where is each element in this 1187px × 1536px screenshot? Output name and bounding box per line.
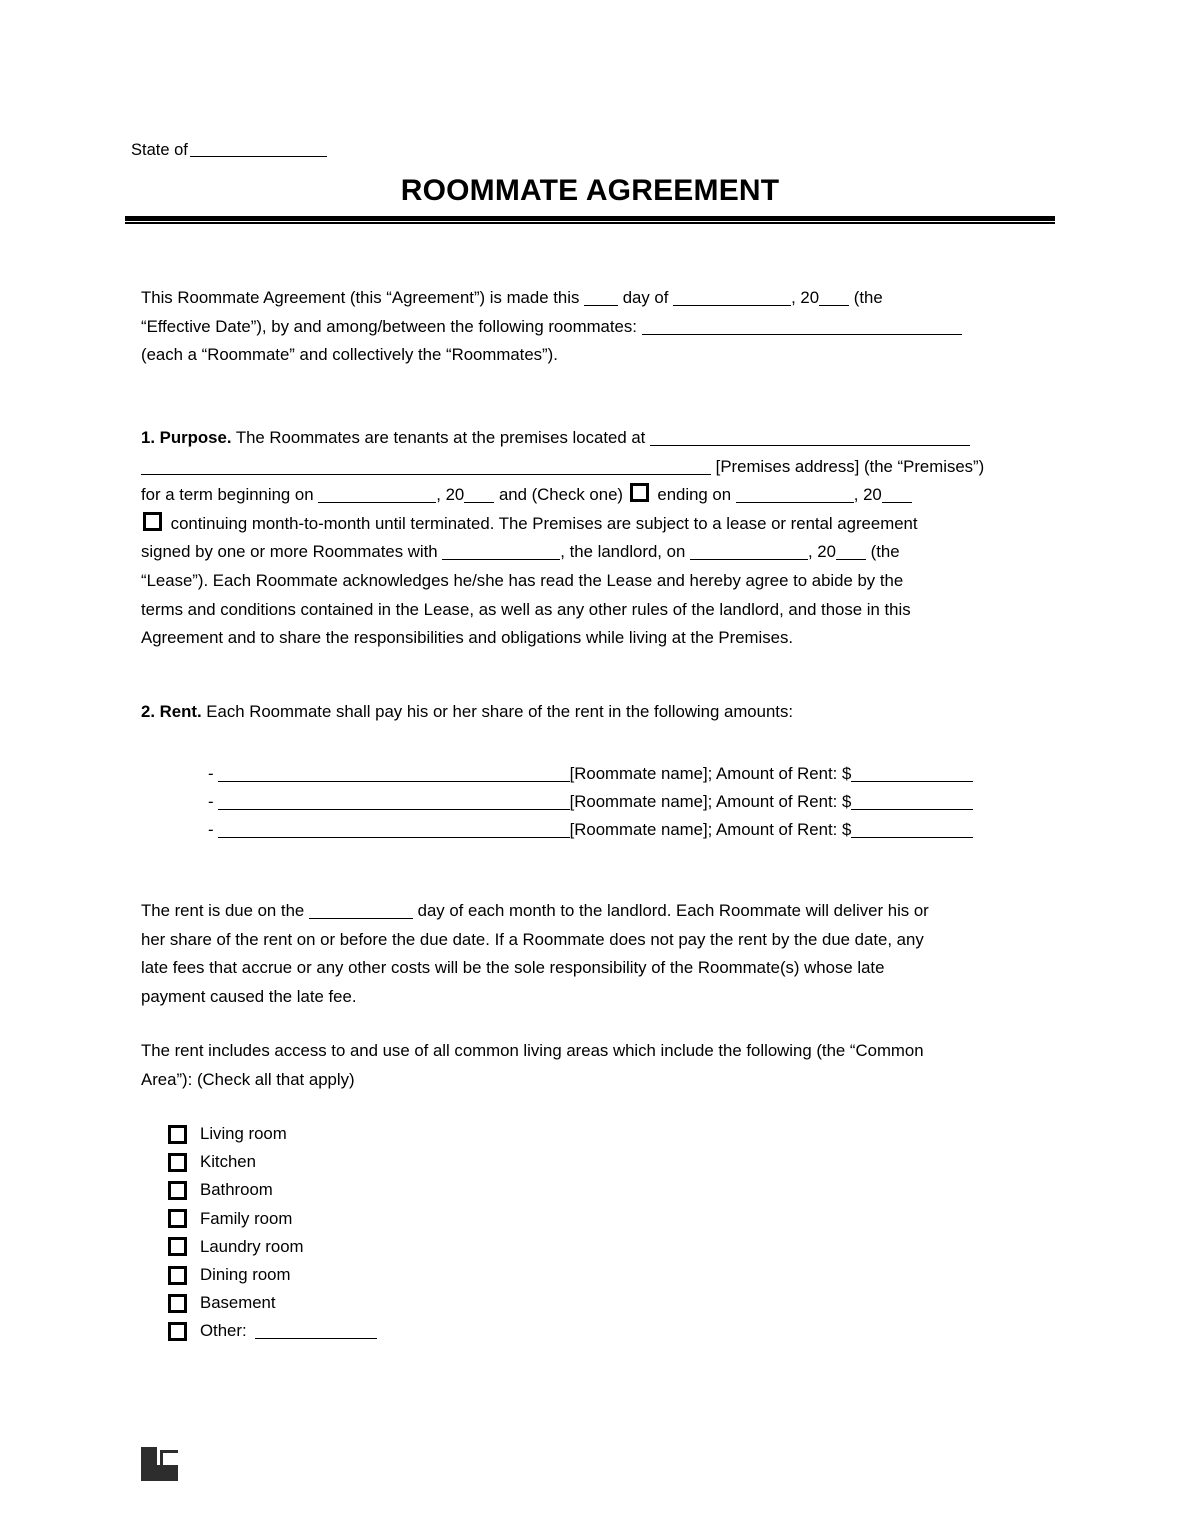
checkbox-label: Basement: [200, 1293, 276, 1313]
purpose-line-5: signed by one or more Roommates with , the landlord, on , 20 (the: [141, 542, 900, 562]
intro-year-blank[interactable]: [819, 290, 849, 306]
intro-month-blank[interactable]: [673, 290, 791, 306]
rent-row-dash: -: [208, 792, 214, 811]
legal-templates-logo: [141, 1447, 178, 1481]
intro-line-2: “Effective Date”), by and among/between the following roommates:: [141, 313, 1046, 342]
purpose-line-8: Agreement and to share the responsibilities and obligations while living at the Premises.: [141, 628, 794, 648]
checkbox-family-room[interactable]: [168, 1209, 187, 1228]
common-area-checklist: [168, 1120, 377, 1346]
checkbox-label: Kitchen: [200, 1152, 256, 1172]
list-item[interactable]: [168, 1176, 377, 1204]
term-begin-date-blank[interactable]: [318, 487, 436, 503]
list-item[interactable]: [168, 1120, 377, 1148]
purpose-line-3: for a term beginning on , 20 and (Check one) ending on , 20: [141, 481, 1046, 510]
logo-l-icon: [141, 1447, 178, 1481]
list-item[interactable]: [168, 1317, 377, 1345]
rent-due-day-blank[interactable]: [309, 903, 413, 919]
rent-row: [208, 788, 1048, 816]
state-blank-line[interactable]: [190, 142, 327, 157]
checkbox-kitchen[interactable]: [168, 1153, 187, 1172]
rent-row-label: [Roommate name]; Amount of Rent: $: [569, 764, 852, 783]
rent-amount-blank-2[interactable]: [851, 794, 973, 810]
checkbox-ending-on[interactable]: [630, 483, 649, 502]
checkbox-laundry-room[interactable]: [168, 1237, 187, 1256]
title-divider: [125, 216, 1055, 224]
common-area-line-2: Area”): (Check all that apply): [141, 1069, 355, 1089]
section-rent-heading: [141, 698, 1046, 727]
rent-due-line-1: The rent is due on the day of each month to the landlord. Each Roommate will deliver his or: [141, 901, 929, 920]
landlord-name-blank[interactable]: [442, 544, 560, 560]
term-end-date-blank[interactable]: [736, 487, 854, 503]
checkbox-other[interactable]: [168, 1322, 187, 1341]
intro-paragraph: [141, 284, 1046, 370]
section-purpose: [141, 424, 1046, 653]
rent-due-paragraph: [141, 897, 1046, 1011]
premises-address-blank-2[interactable]: [141, 459, 711, 475]
section-2-heading: Rent.: [159, 702, 202, 721]
section-1-heading: Purpose.: [159, 428, 232, 447]
intro-day-blank[interactable]: [584, 290, 618, 306]
checkbox-label: Living room: [200, 1124, 287, 1143]
checkbox-dining-room[interactable]: [168, 1266, 187, 1285]
roommate-name-blank-1[interactable]: [218, 766, 570, 782]
rent-row-dash: -: [208, 820, 214, 839]
rent-rows: [208, 760, 1048, 844]
rent-row: [208, 816, 1048, 844]
other-text-blank[interactable]: [255, 1323, 377, 1339]
purpose-line-7: terms and conditions contained in the Lease, as well as any other rules of the landlord, and those in this: [141, 599, 911, 619]
list-item[interactable]: [168, 1148, 377, 1176]
list-item[interactable]: [168, 1261, 377, 1289]
lease-year-blank[interactable]: [836, 544, 866, 560]
lease-date-blank[interactable]: [690, 544, 808, 560]
checkbox-basement[interactable]: [168, 1294, 187, 1313]
rent-due-line-3: late fees that accrue or any other costs will be the sole responsibility of the Roommate(s) whose late: [141, 958, 885, 978]
page-title: ROOMMATE AGREEMENT: [400, 174, 780, 207]
common-area-paragraph: [141, 1037, 1046, 1094]
intro-line-3: (each a “Roommate” and collectively the “Roommates”).: [141, 345, 558, 365]
intro-line-1: This Roommate Agreement (this “Agreement”) is made this day of , 20 (the: [141, 288, 883, 307]
purpose-line-6: “Lease”). Each Roommate acknowledges he/she has read the Lease and hereby agree to abide by the: [141, 570, 904, 590]
purpose-line-2: [Premises address] (the “Premises”): [141, 453, 1046, 482]
common-area-line-1: The rent includes access to and use of all common living areas which include the following (the “Common: [141, 1041, 924, 1060]
list-item[interactable]: [168, 1289, 377, 1317]
checkbox-month-to-month[interactable]: [143, 512, 162, 531]
rent-due-line-2: her share of the rent on or before the due date. If a Roommate does not pay the rent by the due date, any: [141, 929, 924, 949]
checkbox-label: Other:: [200, 1321, 247, 1341]
rent-row-label: [Roommate name]; Amount of Rent: $: [569, 792, 852, 811]
state-field: [131, 140, 327, 160]
state-label: State of: [131, 141, 188, 159]
rent-amount-blank-3[interactable]: [851, 822, 973, 838]
section-1-number: 1.: [141, 428, 155, 447]
rent-row-label: [Roommate name]; Amount of Rent: $: [569, 820, 852, 839]
list-item[interactable]: [168, 1233, 377, 1261]
rent-row-dash: -: [208, 764, 214, 783]
list-item[interactable]: [168, 1205, 377, 1233]
rent-due-line-4: payment caused the late fee.: [141, 986, 357, 1006]
intro-roommates-blank[interactable]: [642, 319, 962, 335]
purpose-line-1: 1. Purpose. The Roommates are tenants at the premises located at: [141, 424, 1046, 453]
checkbox-label: Laundry room: [200, 1236, 304, 1256]
term-end-year-blank[interactable]: [882, 487, 912, 503]
checkbox-label: Dining room: [200, 1264, 291, 1284]
roommate-name-blank-2[interactable]: [218, 794, 570, 810]
rent-row: [208, 760, 1048, 788]
rent-amount-blank-1[interactable]: [851, 766, 973, 782]
section-2-number: 2.: [141, 702, 155, 721]
checkbox-bathroom[interactable]: [168, 1181, 187, 1200]
checkbox-label: Bathroom: [200, 1180, 273, 1200]
checkbox-label: Family room: [200, 1208, 293, 1228]
rent-line-1: 2. Rent. Each Roommate shall pay his or her share of the rent in the following amounts:: [141, 702, 794, 721]
term-begin-year-blank[interactable]: [464, 487, 494, 503]
divider-thin-line: [125, 222, 1055, 224]
premises-address-blank-1[interactable]: [650, 430, 970, 446]
roommate-name-blank-3[interactable]: [218, 822, 570, 838]
checkbox-living-room[interactable]: [168, 1125, 187, 1144]
purpose-line-4: continuing month-to-month until terminated. The Premises are subject to a lease or rental agreement: [141, 510, 1046, 539]
